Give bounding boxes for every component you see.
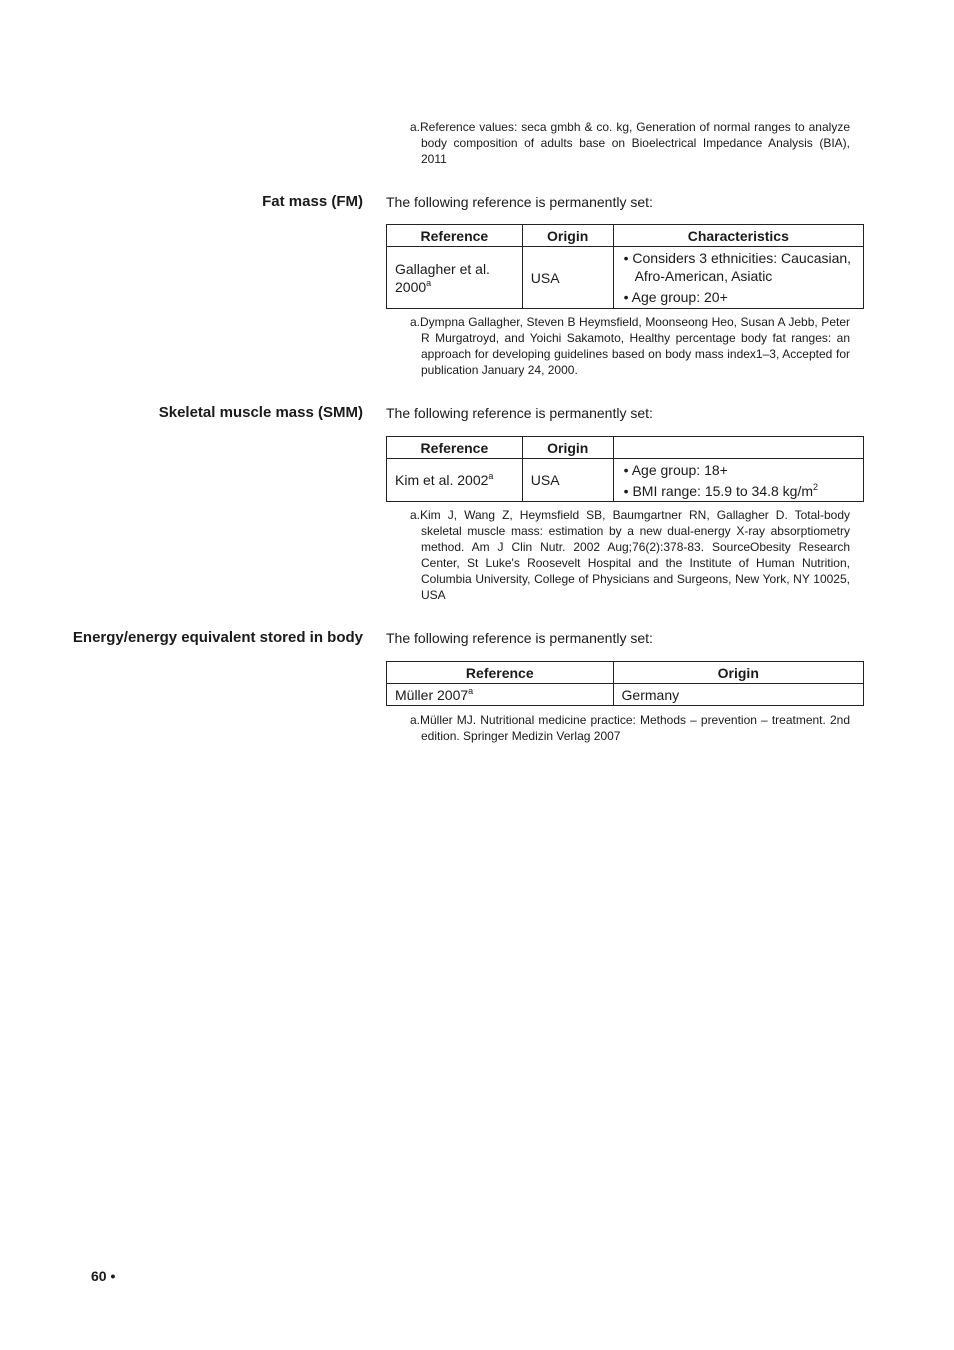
smm-origin-cell: USA <box>522 459 613 502</box>
header-origin: Origin <box>522 225 613 247</box>
fm-reference-text: Gallagher et al. 2000 <box>395 260 490 295</box>
header-origin: Origin <box>522 437 613 459</box>
fm-characteristics-cell <box>613 247 863 309</box>
table-row <box>387 684 864 706</box>
fm-char-ethnicities: • Considers 3 ethnicities: Caucasian, Afro-American, Asiatic <box>623 250 852 284</box>
energy-reference-table <box>386 661 864 706</box>
table-row <box>387 247 864 309</box>
smm-char-bmi-text: • BMI range: 15.9 to 34.8 kg/m <box>623 482 814 499</box>
smm-footnote: a.Kim J, Wang Z, Heymsfield SB, Baumgartner RN, Gallagher D. Total-body skeletal muscle mass: estimation by a new dual-energy X-ray absorptiometry method. Am J Clin Nutr. 2002 Aug;76(2):378-83. SourceObesity Research Center, St Luke's Roosevelt Hospital and the Institute of Human Nutrition, Columbia University, College of Physicians and Surgeons, New York, NY 10025, USA <box>410 508 850 602</box>
smm-reference-cell <box>387 459 523 502</box>
header-reference: Reference <box>387 225 523 247</box>
table-header-row <box>387 437 864 459</box>
fm-char-age-group: • Age group: 20+ <box>623 289 728 305</box>
energy-footnote: a.Müller MJ. Nutritional medicine practice: Methods – prevention – treatment. 2nd edition. Springer Medizin Verlag 2007 <box>410 713 850 743</box>
fm-reference-cell <box>387 247 523 309</box>
header-origin: Origin <box>613 662 863 684</box>
section-title-energy: Energy/energy equivalent stored in body <box>72 629 363 646</box>
table-row <box>387 459 864 502</box>
fm-intro-text: The following reference is permanently set: <box>386 194 653 210</box>
smm-char-bmi-exponent: 2 <box>813 481 819 492</box>
energy-origin-cell: Germany <box>613 684 863 706</box>
smm-reference-table <box>386 436 864 502</box>
header-characteristics: Characteristics <box>613 225 863 247</box>
header-reference: Reference <box>387 437 523 459</box>
smm-reference-text: Kim et al. 2002 <box>395 472 489 488</box>
header-reference: Reference <box>387 662 614 684</box>
page-number: 60 • <box>91 1268 116 1284</box>
smm-char-age-group: • Age group: 18+ <box>623 461 728 478</box>
fm-origin-cell: USA <box>522 247 613 309</box>
smm-char-bmi-range <box>624 482 861 500</box>
energy-intro-text: The following reference is permanently set: <box>386 630 653 646</box>
energy-reference-text: Müller 2007 <box>395 686 469 703</box>
fm-reference-table <box>386 224 864 309</box>
header-empty <box>613 437 863 459</box>
smm-reference-footnote-mark: a <box>488 471 494 481</box>
section-title-skeletal-muscle-mass: Skeletal muscle mass (SMM) <box>158 404 363 421</box>
fm-reference-footnote-mark: a <box>426 277 432 288</box>
fm-footnote: a.Dympna Gallagher, Steven B Heymsfield, Moonseong Heo, Susan A Jebb, Peter R Murgatroyd, and Yoichi Sakamoto, Healthy percentage body fat ranges: an approach for developing guidelines based on body mass index1–3, Accepted for publication January 24, 2000. <box>410 315 850 377</box>
smm-characteristics-cell <box>613 459 863 502</box>
energy-reference-footnote-mark: a <box>468 685 474 696</box>
table-header-row <box>387 225 864 247</box>
footnote-bia-reference: a.Reference values: seca gmbh & co. kg, Generation of normal ranges to analyze body composition of adults base on Bioelectrical Impedance Analysis (BIA), 2011 <box>410 120 850 166</box>
smm-intro-text: The following reference is permanently set: <box>386 405 653 421</box>
table-header-row <box>387 662 864 684</box>
energy-reference-cell <box>387 684 614 706</box>
section-title-fat-mass: Fat mass (FM) <box>262 193 363 210</box>
